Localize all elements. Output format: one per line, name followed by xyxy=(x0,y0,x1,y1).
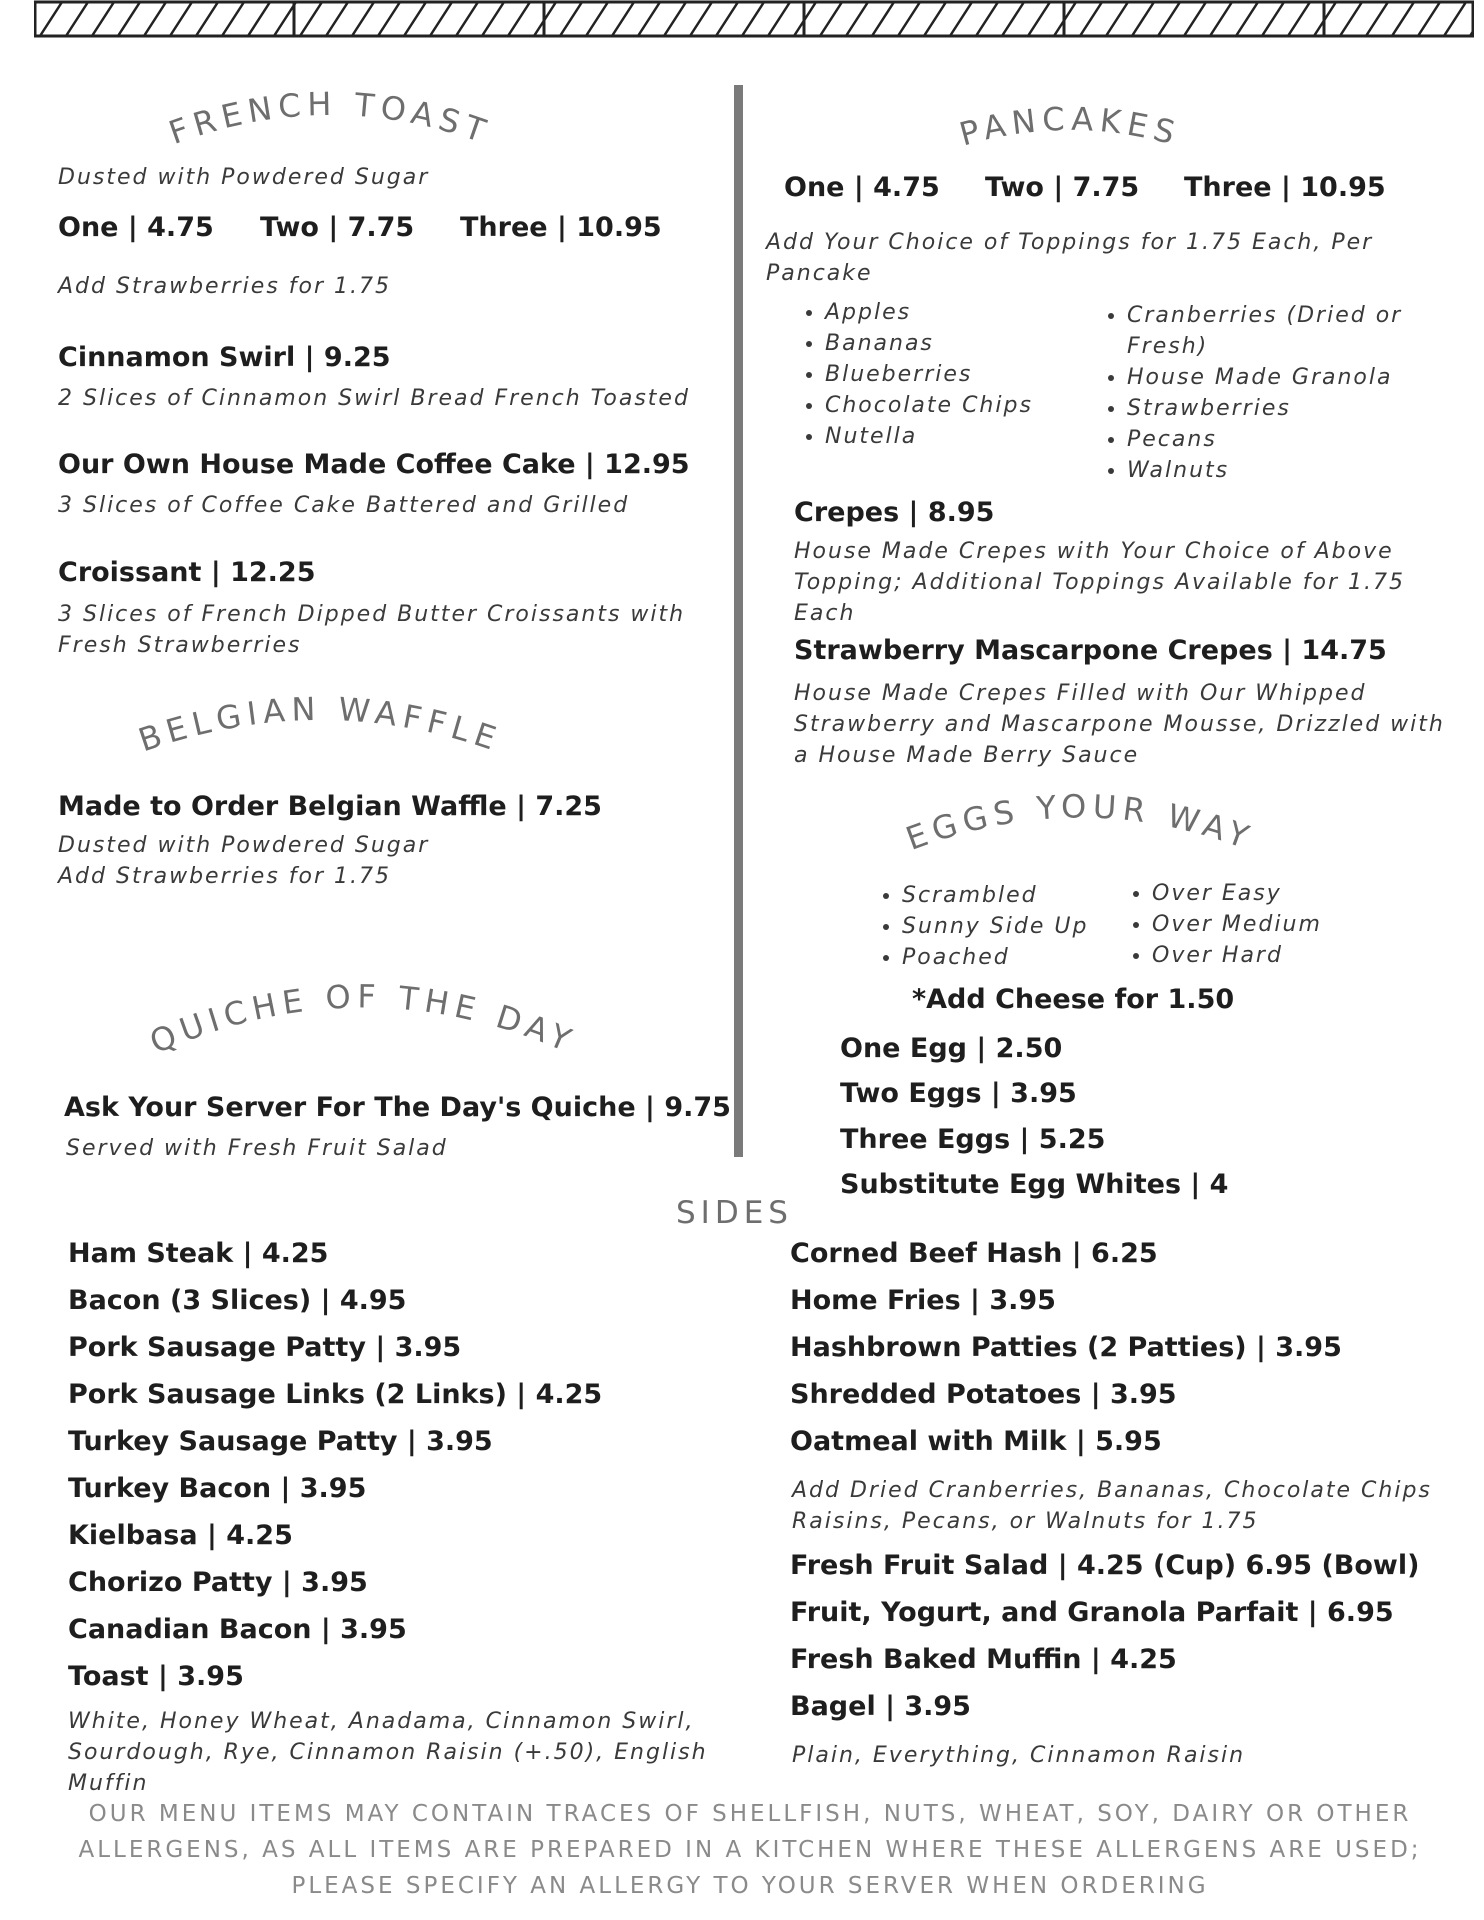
list-item: • Blueberries xyxy=(825,359,1115,390)
list-item: • Sunny Side Up xyxy=(902,911,1142,942)
side-item: Home Fries | 3.95 xyxy=(790,1285,1056,1316)
belgian-waffle-desc: Dusted with Powdered Sugar xyxy=(58,833,430,858)
decorative-border xyxy=(34,0,1474,40)
menu-item-name: Our Own House Made Coffee Cake | 12.95 xyxy=(58,449,690,480)
svg-text:EGGS YOUR WAY: EGGS YOUR WAY xyxy=(900,787,1260,858)
sides-right-list-2 xyxy=(790,1542,1419,1730)
side-item: Bacon (3 Slices) | 4.95 xyxy=(68,1285,407,1316)
column-divider xyxy=(734,85,743,1157)
list-item: • House Made Granola xyxy=(1127,362,1457,393)
svg-text:PANCAKES: PANCAKES xyxy=(955,99,1185,154)
egg-styles-left xyxy=(872,880,1142,973)
side-item: Fresh Baked Muffin | 4.25 xyxy=(790,1644,1177,1675)
side-item: Chorizo Patty | 3.95 xyxy=(68,1567,368,1598)
list-item: • Pecans xyxy=(1127,424,1457,455)
side-item: Pork Sausage Links (2 Links) | 4.25 xyxy=(68,1379,603,1410)
menu-item-desc: 3 Slices of Coffee Cake Battered and Grilled xyxy=(58,493,630,518)
list-item: • Over Easy xyxy=(1152,878,1412,909)
sides-right-list xyxy=(790,1230,1342,1465)
quiche-heading xyxy=(128,955,598,1080)
side-item: Fresh Fruit Salad | 4.25 (Cup) 6.95 (Bowl) xyxy=(790,1550,1420,1581)
side-item: Turkey Sausage Patty | 3.95 xyxy=(68,1426,493,1457)
side-item: Bagel | 3.95 xyxy=(790,1691,971,1722)
side-item: Shredded Potatoes | 3.95 xyxy=(790,1379,1177,1410)
side-item: Hashbrown Patties (2 Patties) | 3.95 xyxy=(790,1332,1342,1363)
side-item: Corned Beef Hash | 6.25 xyxy=(790,1238,1158,1269)
list-item: • Apples xyxy=(825,297,1115,328)
list-item: • Strawberries xyxy=(1127,393,1457,424)
egg-option: Substitute Egg Whites | 4 xyxy=(840,1169,1229,1200)
french-toast-size-two: Two | 7.75 xyxy=(260,212,415,243)
side-item: Ham Steak | 4.25 xyxy=(68,1238,329,1269)
list-item: • Over Hard xyxy=(1152,940,1412,971)
list-item: • Over Medium xyxy=(1152,909,1412,940)
side-item: Kielbasa | 4.25 xyxy=(68,1520,293,1551)
list-item: • Nutella xyxy=(825,421,1115,452)
belgian-waffle-addon: Add Strawberries for 1.75 xyxy=(58,864,392,889)
pancake-toppings-left xyxy=(795,297,1115,452)
list-item: • Chocolate Chips xyxy=(825,390,1115,421)
side-item: Toast | 3.95 xyxy=(68,1661,244,1692)
side-item: Turkey Bacon | 3.95 xyxy=(68,1473,367,1504)
crepes-item: Crepes | 8.95 xyxy=(794,497,995,528)
menu-item-name: Cinnamon Swirl | 9.25 xyxy=(58,342,391,373)
french-toast-subtitle: Dusted with Powdered Sugar xyxy=(58,165,430,190)
svg-text:FRENCH TOAST: FRENCH TOAST xyxy=(164,84,496,152)
crepes-desc: House Made Crepes with Your Choice of Above Topping; Additional Toppings Available for 1.75 Each xyxy=(794,539,1406,626)
side-item: Canadian Bacon | 3.95 xyxy=(68,1614,407,1645)
menu-item-desc: 2 Slices of Cinnamon Swirl Bread French Toasted xyxy=(58,386,690,411)
french-toast-size-three: Three | 10.95 xyxy=(460,212,662,243)
side-item: Fruit, Yogurt, and Granola Parfait | 6.95 xyxy=(790,1597,1394,1628)
side-item: Oatmeal with Milk | 5.95 xyxy=(790,1426,1162,1457)
pancakes-size-three: Three | 10.95 xyxy=(1184,172,1386,203)
svg-text:QUICHE OF THE DAY: QUICHE OF THE DAY xyxy=(144,977,582,1062)
pancakes-size-two: Two | 7.75 xyxy=(985,172,1140,203)
toast-options-note: White, Honey Wheat, Anadama, Cinnamon Swirl, Sourdough, Rye, Cinnamon Raisin (+.50), English Muffin xyxy=(68,1709,708,1796)
strawberry-crepes-item: Strawberry Mascarpone Crepes | 14.75 xyxy=(794,635,1387,666)
add-cheese-note: *Add Cheese for 1.50 xyxy=(912,984,1235,1015)
pancakes-toppings-note: Add Your Choice of Toppings for 1.75 Each, Per Pancake xyxy=(766,230,1374,286)
belgian-waffle-item: Made to Order Belgian Waffle | 7.25 xyxy=(58,791,602,822)
quiche-item: Ask Your Server For The Day's Quiche | 9.75 xyxy=(64,1092,731,1123)
pancakes-heading xyxy=(940,90,1200,175)
list-item: • Walnuts xyxy=(1127,455,1457,486)
french-toast-addon: Add Strawberries for 1.75 xyxy=(58,274,392,299)
menu-item-name: Croissant | 12.25 xyxy=(58,557,316,588)
allergen-notice: OUR MENU ITEMS MAY CONTAIN TRACES OF SHELLFISH, NUTS, WHEAT, SOY, DAIRY OR OTHER ALLERGENS, AS ALL ITEMS ARE PREPARED IN A KITCHEN WHERE THESE ALLERGENS ARE USED; PLEASE SPECIFY AN ALLERGY TO YOUR SERVER WHEN ORDERING xyxy=(78,1801,1422,1899)
list-item: • Bananas xyxy=(825,328,1115,359)
pancakes-size-one: One | 4.75 xyxy=(784,172,940,203)
egg-option: One Egg | 2.50 xyxy=(840,1033,1063,1064)
strawberry-crepes-desc: House Made Crepes Filled with Our Whipped Strawberry and Mascarpone Mousse, Drizzled with a House Made Berry Sauce xyxy=(794,681,1445,768)
quiche-desc: Served with Fresh Fruit Salad xyxy=(66,1136,448,1161)
belgian-waffle-heading xyxy=(120,680,520,785)
egg-option: Two Eggs | 3.95 xyxy=(840,1078,1077,1109)
eggs-heading xyxy=(890,775,1270,880)
side-item: Pork Sausage Patty | 3.95 xyxy=(68,1332,462,1363)
egg-styles-right xyxy=(1122,878,1412,971)
sides-left-list xyxy=(68,1230,602,1700)
bagel-options-note: Plain, Everything, Cinnamon Raisin xyxy=(792,1743,1246,1768)
list-item: • Poached xyxy=(902,942,1142,973)
oatmeal-addon-note: Add Dried Cranberries, Bananas, Chocolate Chips Raisins, Pecans, or Walnuts for 1.75 xyxy=(792,1478,1432,1534)
menu-item-desc: 3 Slices of French Dipped Butter Croissants with Fresh Strawberries xyxy=(58,602,686,658)
list-item: • Cranberries (Dried or Fresh) xyxy=(1127,300,1457,362)
egg-option: Three Eggs | 5.25 xyxy=(840,1124,1106,1155)
sides-heading: SIDES xyxy=(676,1195,793,1231)
pancake-toppings-right xyxy=(1097,300,1457,486)
french-toast-size-one: One | 4.75 xyxy=(58,212,214,243)
list-item: • Scrambled xyxy=(902,880,1142,911)
svg-text:BELGIAN WAFFLE: BELGIAN WAFFLE xyxy=(133,689,507,760)
